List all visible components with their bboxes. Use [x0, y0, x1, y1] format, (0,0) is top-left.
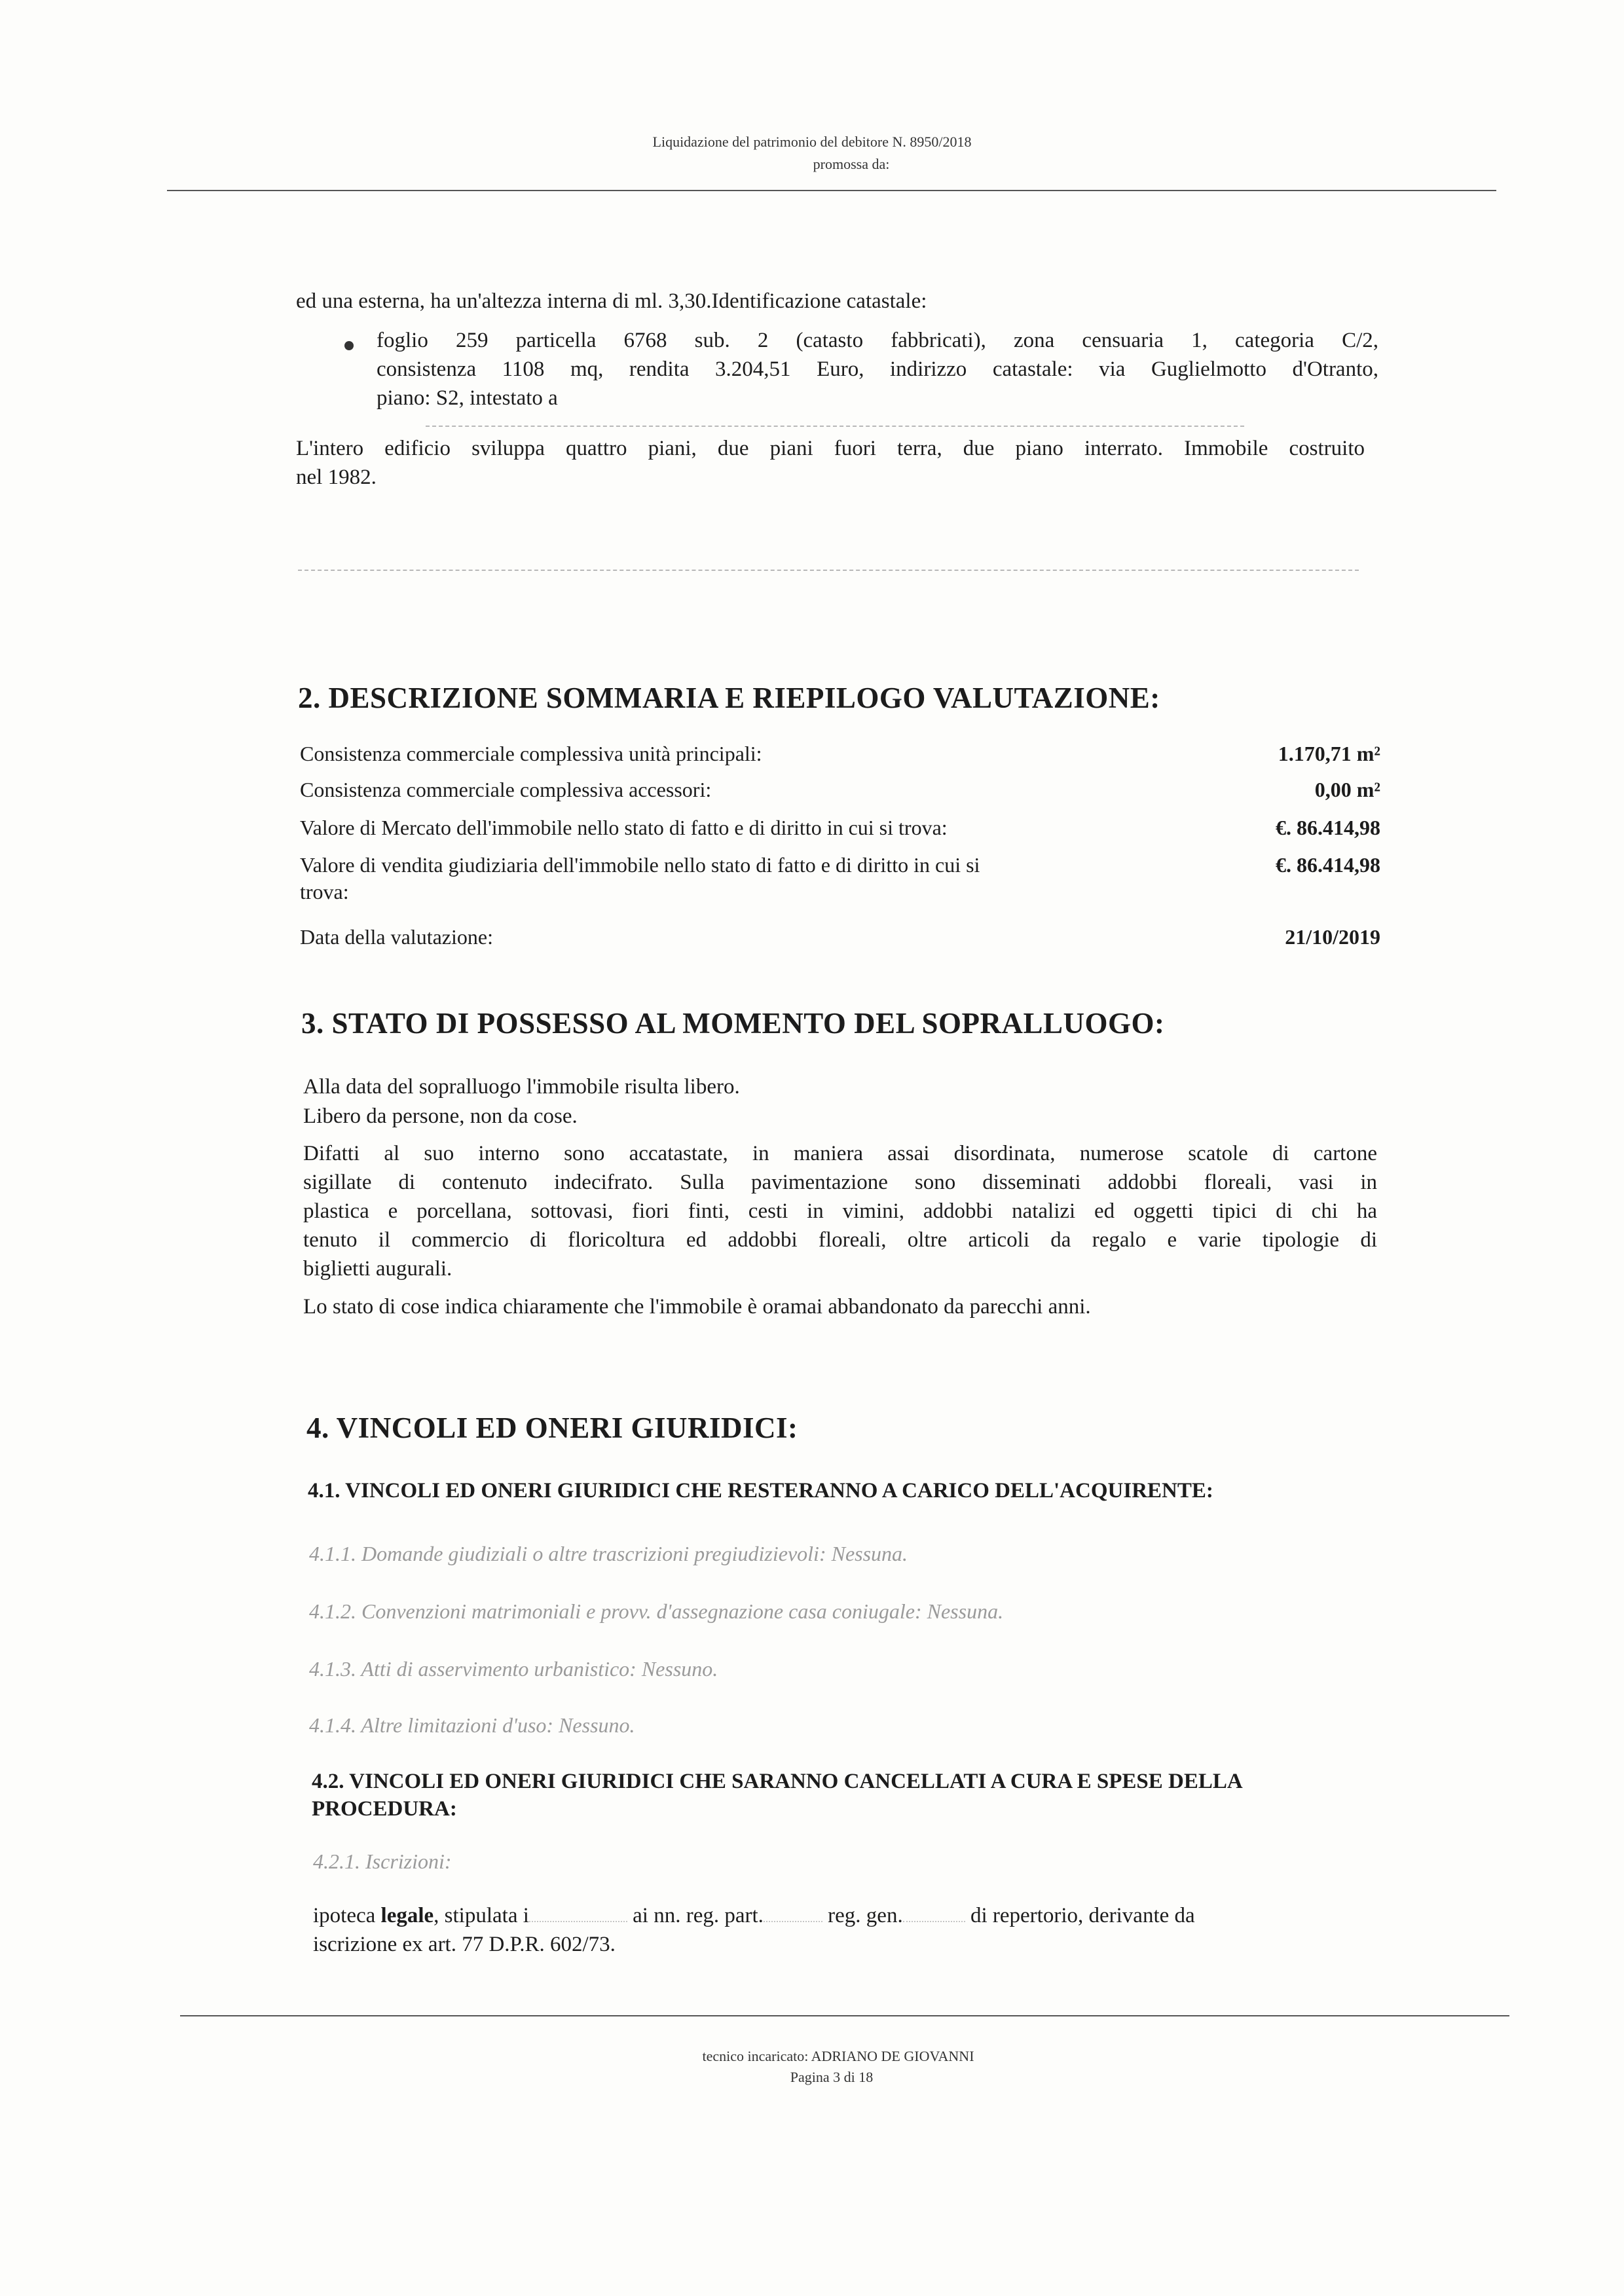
redaction-gap: [764, 1921, 822, 1922]
mortgage-text: [313, 1903, 1195, 1929]
redaction-gap: [903, 1921, 965, 1922]
registration-item: 4.2.1. Iscrizioni:: [313, 1850, 452, 1873]
section-3-title: 3. STATO DI POSSESSO AL MOMENTO DEL SOPRALLUOGO:: [301, 1007, 1165, 1040]
subsection-4-2-title-cont: PROCEDURA:: [312, 1797, 457, 1821]
cadastral-line-3: piano: S2, intestato a: [377, 386, 558, 410]
constraint-item: 4.1.1. Domande giudiziali o altre trascrizioni pregiudizievoli: Nessuna.: [309, 1542, 908, 1565]
possession-text: biglietti augurali.: [303, 1257, 452, 1281]
cadastral-line-2: consistenza 1108 mq, rendita 3.204,51 Euro, indirizzo catastale: via Guglielmotto d'Otranto,: [377, 357, 1378, 381]
constraint-item: 4.1.4. Altre limitazioni d'uso: Nessuno.: [309, 1713, 635, 1737]
possession-text: Libero da persone, non da cose.: [303, 1104, 578, 1128]
possession-text: Alla data del sopralluogo l'immobile risulta libero.: [303, 1075, 740, 1099]
subsection-4-1-title: 4.1. VINCOLI ED ONERI GIURIDICI CHE RESTERANNO A CARICO DELL'ACQUIRENTE:: [308, 1479, 1213, 1503]
header-title: Liquidazione del patrimonio del debitore N. 8950/2018: [652, 134, 972, 150]
bullet-icon: [344, 341, 354, 354]
cadastral-line-1: foglio 259 particella 6768 sub. 2 (catasto fabbricati), zona censuaria 1, categoria C/2,: [377, 329, 1378, 352]
header-subtitle: promossa da:: [813, 156, 890, 172]
summary-value: 0,00 m²: [1314, 778, 1380, 801]
summary-row: [300, 741, 1380, 766]
constraint-item: 4.1.2. Convenzioni matrimoniali e provv. d'assegnazione casa coniugale: Nessuna.: [309, 1599, 1004, 1623]
mortgage-text-part: , stipulata i: [434, 1904, 529, 1927]
intro-line: ed una esterna, ha un'altezza interna di ml. 3,30.Identificazione catastale:: [296, 289, 927, 313]
building-line-2: nel 1982.: [296, 465, 377, 489]
footer-technician: tecnico incaricato: ADRIANO DE GIOVANNI: [702, 2048, 974, 2064]
summary-label: Consistenza commerciale complessiva unità principali:: [300, 742, 762, 765]
summary-label: Consistenza commerciale complessiva accessori:: [300, 778, 712, 801]
header-rule: [167, 190, 1496, 191]
possession-text: Lo stato di cose indica chiaramente che l'immobile è oramai abbandonato da parecchi anni.: [303, 1295, 1091, 1319]
summary-value: €. 86.414,98: [1276, 816, 1380, 839]
summary-label: trova:: [300, 880, 349, 903]
summary-row: [300, 815, 1380, 840]
section-2-title: 2. DESCRIZIONE SOMMARIA E RIEPILOGO VALUTAZIONE:: [298, 682, 1160, 714]
building-line-1: L'intero edificio sviluppa quattro piani, due piani fuori terra, due piano interrato. Immobile costruito: [296, 437, 1365, 460]
redaction-mark: [426, 426, 1244, 427]
subsection-4-2-title: 4.2. VINCOLI ED ONERI GIURIDICI CHE SARANNO CANCELLATI A CURA E SPESE DELLA: [312, 1770, 1243, 1793]
redaction-gap: [529, 1921, 627, 1922]
constraint-item: 4.1.3. Atti di asservimento urbanistico: Nessuno.: [309, 1657, 718, 1681]
summary-row: [300, 924, 1380, 949]
summary-value: €. 86.414,98: [1276, 853, 1380, 877]
footer-page-number: Pagina 3 di 18: [790, 2069, 874, 2085]
summary-label: Valore di vendita giudiziaria dell'immobile nello stato di fatto e di diritto in cui si: [300, 853, 980, 877]
mortgage-text-part: di repertorio, derivante da: [965, 1904, 1195, 1927]
summary-row: [300, 852, 1380, 877]
mortgage-type: legale: [380, 1904, 434, 1927]
mortgage-text-part: reg. gen.: [822, 1904, 903, 1927]
possession-text: sigillate di contenuto indecifrato. Sulla pavimentazione sono disseminati addobbi floreali, vasi in: [303, 1171, 1377, 1194]
section-4-title: 4. VINCOLI ED ONERI GIURIDICI:: [306, 1412, 798, 1444]
summary-row-continued: [300, 879, 1380, 904]
redaction-mark: [298, 570, 1359, 571]
summary-label: Data della valutazione:: [300, 925, 493, 949]
footer-rule: [180, 2015, 1509, 2016]
possession-text: plastica e porcellana, sottovasi, fiori finti, cesti in vimini, addobbi natalizi ed oggetti tipici di chi ha: [303, 1199, 1377, 1223]
summary-row: [300, 777, 1380, 802]
summary-label: Valore di Mercato dell'immobile nello stato di fatto e di diritto in cui si trova:: [300, 816, 948, 839]
summary-value: 1.170,71 m²: [1278, 742, 1380, 765]
mortgage-text-part: ai nn. reg. part.: [627, 1904, 764, 1927]
mortgage-text-part: ipoteca: [313, 1904, 381, 1927]
possession-text: Difatti al suo interno sono accatastate, in maniera assai disordinata, numerose scatole di cartone: [303, 1142, 1377, 1165]
possession-text: tenuto il commercio di floricoltura ed addobbi floreali, oltre articoli da regalo e varie tipologie di: [303, 1228, 1377, 1252]
mortgage-text-line-2: iscrizione ex art. 77 D.P.R. 602/73.: [313, 1933, 616, 1956]
summary-value: 21/10/2019: [1285, 925, 1380, 949]
